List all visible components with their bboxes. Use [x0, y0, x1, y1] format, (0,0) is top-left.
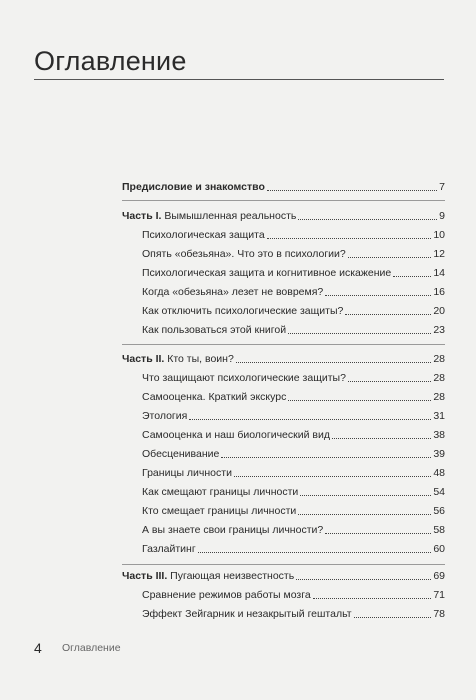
toc-entry-title: Предисловие и знакомство [122, 181, 265, 193]
toc-page-number: 78 [433, 608, 445, 620]
toc-page-number: 48 [433, 467, 445, 479]
toc-entry [122, 485, 445, 499]
dot-leader [393, 276, 431, 277]
toc-entry [122, 247, 445, 261]
toc-entry [122, 390, 445, 404]
toc-entry [122, 466, 445, 480]
dot-leader [267, 238, 432, 239]
toc-page-number: 54 [433, 486, 445, 498]
toc-entry-preface [122, 180, 445, 194]
dot-leader [298, 514, 431, 515]
toc-page-number: 28 [433, 372, 445, 384]
dot-leader [313, 598, 432, 599]
toc-page-number: 20 [433, 305, 445, 317]
toc-page-number: 10 [433, 229, 445, 241]
toc-page-number: 9 [439, 210, 445, 222]
toc-entry [122, 323, 445, 337]
toc-page-number: 60 [433, 543, 445, 555]
toc-entry [122, 409, 445, 423]
toc-entry [122, 304, 445, 318]
toc-part-1 [122, 209, 445, 223]
toc-entry [122, 285, 445, 299]
toc-entry [122, 607, 445, 621]
toc-entry [122, 588, 445, 602]
toc-page-number: 58 [433, 524, 445, 536]
toc-entry-title: Психологическая защита и когнитивное искажение [142, 267, 392, 279]
toc-entry [122, 447, 445, 461]
toc-page-number: 69 [433, 570, 445, 582]
part-prefix: Часть II. [122, 353, 165, 365]
toc-entry-title: Эффект Зейгарник и незакрытый гештальт [142, 608, 352, 620]
toc-entry-title: Когда «обезьяна» лезет не вовремя? [142, 286, 324, 298]
toc-entry-title: Кто смещает границы личности [142, 505, 297, 517]
toc-part-2 [122, 352, 445, 366]
part-title: Пугающая неизвестность [167, 570, 295, 582]
part-title: Вымышленная реальность [161, 210, 297, 222]
toc-entry-title: Опять «обезьяна». Что это в психологии? [142, 248, 346, 260]
part-title: Кто ты, воин? [164, 353, 234, 365]
toc-entry-title: Самооценка и наш биологический вид [142, 429, 330, 441]
toc-entry [122, 523, 445, 537]
section-divider [122, 564, 445, 565]
toc-entry [122, 542, 445, 556]
dot-leader [348, 381, 431, 382]
dot-leader [325, 533, 431, 534]
toc-entry-title: Как смещают границы личности [142, 486, 299, 498]
footer-running-title: Оглавление [62, 642, 121, 654]
toc-page-number: 31 [433, 410, 445, 422]
toc-page-number: 39 [433, 448, 445, 460]
dot-leader [189, 419, 431, 420]
toc-entry-title: Границы личности [142, 467, 232, 479]
toc-entry [122, 371, 445, 385]
toc-entry [122, 266, 445, 280]
dot-leader [325, 295, 431, 296]
toc-entry-title: Газлайтинг [142, 543, 196, 555]
toc-entry-title: Как пользоваться этой книгой [142, 324, 287, 336]
toc-page-number: 23 [433, 324, 445, 336]
dot-leader [288, 400, 431, 401]
toc-entry-title: Обесценивание [142, 448, 220, 460]
dot-leader [300, 495, 431, 496]
toc-page-number: 38 [433, 429, 445, 441]
toc-entry [122, 428, 445, 442]
dot-leader [267, 190, 437, 191]
toc-page-number: 71 [433, 589, 445, 601]
toc-page-number: 16 [433, 286, 445, 298]
dot-leader [198, 552, 432, 553]
dot-leader [332, 438, 431, 439]
section-divider [122, 200, 445, 201]
part-prefix: Часть III. [122, 570, 168, 582]
part-prefix: Часть I. [122, 210, 162, 222]
dot-leader [345, 314, 431, 315]
dot-leader [354, 617, 432, 618]
toc-page-number: 28 [433, 353, 445, 365]
dot-leader [298, 219, 437, 220]
toc-entry-title: Психологическая защита [142, 229, 265, 241]
toc-entry [122, 228, 445, 242]
title-divider [34, 79, 444, 80]
toc-page-number: 56 [433, 505, 445, 517]
toc-page-number: 14 [433, 267, 445, 279]
toc-entry-title: Что защищают психологические защиты? [142, 372, 346, 384]
dot-leader [236, 362, 432, 363]
dot-leader [234, 476, 431, 477]
dot-leader [296, 579, 431, 580]
dot-leader [221, 457, 431, 458]
page-title: Оглавление [34, 46, 187, 76]
toc-entry-title: Как отключить психологические защиты? [142, 305, 344, 317]
toc-page-number: 28 [433, 391, 445, 403]
toc-entry-title: Самооценка. Краткий экскурс [142, 391, 287, 403]
toc-part-3 [122, 569, 445, 583]
toc-entry-title: А вы знаете свои границы личности? [142, 524, 324, 536]
toc-entry [122, 504, 445, 518]
footer-page-number: 4 [34, 640, 42, 656]
dot-leader [288, 333, 431, 334]
toc-entry-title: Сравнение режимов работы мозга [142, 589, 311, 601]
toc-entry-title: Этология [142, 410, 188, 422]
dot-leader [348, 257, 432, 258]
section-divider [122, 344, 445, 345]
toc-page-number: 12 [433, 248, 445, 260]
toc-page-number: 7 [439, 181, 445, 193]
